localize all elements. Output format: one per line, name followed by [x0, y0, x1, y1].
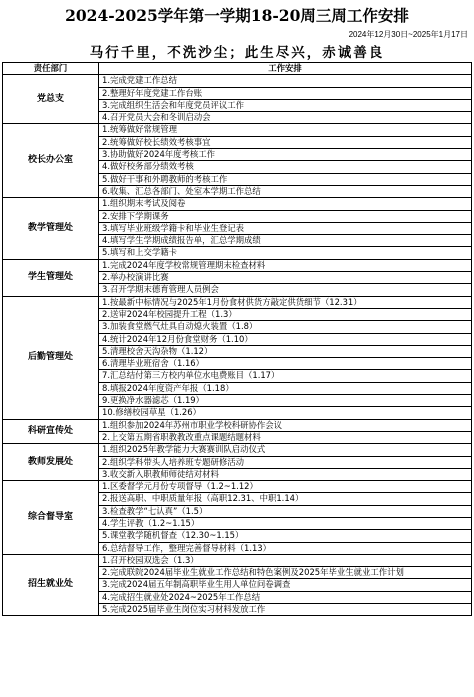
task-cell: 2.安排下学期课务 [99, 210, 472, 222]
table-row [3, 198, 472, 210]
task-cell: 3.填写毕业班级学籍卡和毕业生登记表 [99, 222, 472, 234]
table-row [3, 554, 472, 566]
task-cell: 1.完成党建工作总结 [99, 75, 472, 87]
task-cell: 2.组织学科带头人培养班专题研修活动 [99, 456, 472, 468]
table-row [3, 124, 472, 136]
task-cell: 1.区委督学元月份专项督导（1.2~1.12） [99, 481, 472, 493]
table-row [3, 419, 472, 431]
task-cell: 7.汇总结付第三方校内单位水电费账目（1.17） [99, 370, 472, 382]
dept-cell: 学生管理处 [3, 259, 99, 296]
task-cell: 2.上交第五期省职教教改重点课题结题材料 [99, 431, 472, 443]
task-cell: 3.检查教学“七认真”（1.5） [99, 505, 472, 517]
dept-cell: 后勤管理处 [3, 296, 99, 419]
task-cell: 5.填写和上交学籍卡 [99, 247, 472, 259]
task-cell: 2.完成联院2024届毕业生就业工作总结和特色案例及2025年毕业生就业工作计划 [99, 567, 472, 579]
dept-cell: 教师发展处 [3, 444, 99, 481]
task-cell: 1.完成2024年度学校常规管理期末检查材料 [99, 259, 472, 271]
task-cell: 3.协助做好2024年度考核工作 [99, 149, 472, 161]
task-cell: 1.组织2025年教学能力大赛赛训队启动仪式 [99, 444, 472, 456]
task-cell: 4.做好校务部分绩效考核 [99, 161, 472, 173]
task-cell: 3.加装食堂燃气灶具自动熄火装置（1.8） [99, 321, 472, 333]
table-header-row [3, 63, 472, 75]
task-cell: 2.送审2024年校园提升工程（1.3） [99, 308, 472, 320]
date-range: 2024年12月30日~2025年1月17日 [348, 30, 468, 39]
task-cell: 4.完成招生就业处2024~2025年工作总结 [99, 591, 472, 603]
dept-cell: 党总支 [3, 75, 99, 124]
task-cell: 2.整理好年度党建工作台账 [99, 87, 472, 99]
task-cell: 5.课堂教学随机督查（12.30~1.15） [99, 530, 472, 542]
page-title: 2024-2025学年第一学期18-20周三周工作安排 [65, 6, 409, 25]
task-cell: 2.统筹做好校长绩效考核事宜 [99, 136, 472, 148]
task-cell: 5.完成2025届毕业生岗位实习材料发放工作 [99, 604, 472, 616]
task-cell: 2.举办校演讲比赛 [99, 272, 472, 284]
task-cell: 5.做好干事和外聘教师的考核工作 [99, 173, 472, 185]
dept-cell: 教学管理处 [3, 198, 99, 259]
task-cell: 6.清理毕业班宿舍（1.16） [99, 358, 472, 370]
task-cell: 3.完成2024届五年制高职毕业生用人单位问卷调查 [99, 579, 472, 591]
task-cell: 6.总结督导工作，整理完善督导材料（1.13） [99, 542, 472, 554]
table-row [3, 259, 472, 271]
header-dept: 责任部门 [3, 63, 99, 75]
task-cell: 3.完成组织生活会和年度党员评议工作 [99, 99, 472, 111]
task-cell: 3.收交新入职教师师徒结对材料 [99, 468, 472, 480]
task-cell: 1.组织期末考试及阅卷 [99, 198, 472, 210]
header-tasks: 工作安排 [99, 63, 472, 75]
task-cell: 1.召开校园双选会（1.3） [99, 554, 472, 566]
task-cell: 9.更换净水器滤芯（1.19） [99, 395, 472, 407]
task-cell: 3.召开学期末德育管理人员例会 [99, 284, 472, 296]
dept-cell: 招生就业处 [3, 554, 99, 615]
task-cell: 5.清理校舍天沟杂物（1.12） [99, 345, 472, 357]
task-cell: 1.统筹做好常规管理 [99, 124, 472, 136]
table-row [3, 444, 472, 456]
motto: 马行千里，不洗沙尘；此生尽兴，赤诚善良 [89, 45, 385, 61]
task-cell: 1.组织参加2024年苏州市职业学校科研协作会议 [99, 419, 472, 431]
dept-cell: 科研宣传处 [3, 419, 99, 444]
work-schedule-table [2, 62, 472, 616]
task-cell: 2.报送高职、中职质量年报（高职12.31、中职1.14） [99, 493, 472, 505]
task-cell: 6.收集、汇总各部门、处室本学期工作总结 [99, 185, 472, 197]
task-cell: 10.修缮校园草星（1.26） [99, 407, 472, 419]
table-row [3, 296, 472, 308]
task-cell: 8.填报2024年度资产年报（1.18） [99, 382, 472, 394]
task-cell: 4.填写学生学期成绩报告单，汇总学期成绩 [99, 235, 472, 247]
task-cell: 1.按最新中标情况与2025年1月份食材供货方敲定供货细节（12.31） [99, 296, 472, 308]
table-body [3, 75, 472, 616]
dept-cell: 校长办公室 [3, 124, 99, 198]
table-row [3, 481, 472, 493]
task-cell: 4.统计2024年12月份食堂财务（1.10） [99, 333, 472, 345]
task-cell: 4.召开党员大会和冬训启动会 [99, 112, 472, 124]
table-row [3, 75, 472, 87]
dept-cell: 综合督导室 [3, 481, 99, 555]
task-cell: 4.学生评教（1.2~1.15） [99, 517, 472, 529]
